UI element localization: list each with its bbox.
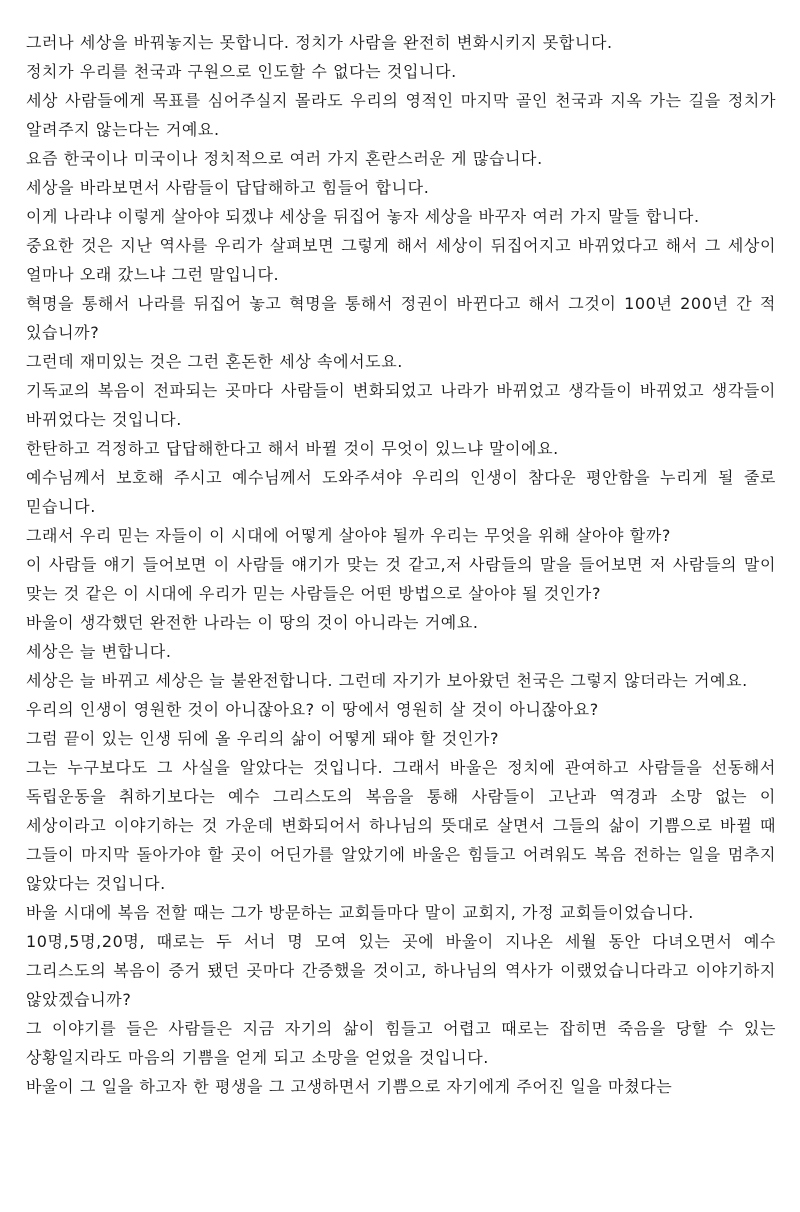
paragraph: 이게 나라냐 이렇게 살아야 되겠냐 세상을 뒤집어 놓자 세상을 바꾸자 여러 가지 말들 합니다. bbox=[26, 207, 700, 226]
paragraph: 바울 시대에 복음 전할 때는 그가 방문하는 교회들마다 말이 교회지, 가정 교회들이었습니다. bbox=[26, 903, 694, 922]
paragraph: 세상을 바라보면서 사람들이 답답해하고 힘들어 합니다. bbox=[26, 178, 430, 197]
paragraph: 한탄하고 걱정하고 답답해한다고 해서 바뀔 것이 무엇이 있느냐 말이에요. bbox=[26, 439, 559, 458]
paragraph: 세상은 늘 바뀌고 세상은 늘 불완전합니다. 그런데 자기가 보아왔던 천국은 그렇지 않더라는 거예요. bbox=[26, 671, 748, 690]
paragraph: 바울이 생각했던 완전한 나라는 이 땅의 것이 아니라는 거예요. bbox=[26, 613, 479, 632]
paragraph: 세상은 늘 변합니다. bbox=[26, 642, 172, 661]
paragraph: 혁명을 통해서 나라를 뒤집어 놓고 혁명을 통해서 정권이 바뀐다고 해서 그것이 100년 200년 간 적 있습니까? bbox=[26, 294, 776, 342]
paragraph: 기독교의 복음이 전파되는 곳마다 사람들이 변화되었고 나라가 바뀌었고 생각들이 바뀌었고 생각들이 바뀌었다는 것입니다. bbox=[26, 381, 776, 429]
paragraph: 바울이 그 일을 하고자 한 평생을 그 고생하면서 기쁨으로 자기에게 주어진 일을 마쳤다는 bbox=[26, 1077, 673, 1096]
paragraph: 세상 사람들에게 목표를 심어주실지 몰라도 우리의 영적인 마지막 골인 천국과 지옥 가는 길을 정치가 알려주지 않는다는 거예요. bbox=[26, 91, 776, 139]
paragraph: 10명,5명,20명, 때로는 두 서너 명 모여 있는 곳에 바울이 지나온 세월 동안 다녀오면서 예수 그리스도의 복음이 증거 됐던 곳마다 간증했을 것이고, 하나님의 역사가 이랬었습니다라고 이야기하지 않았겠습니까? bbox=[26, 932, 776, 1009]
paragraph: 요즘 한국이나 미국이나 정치적으로 여러 가지 혼란스러운 게 많습니다. bbox=[26, 149, 543, 168]
paragraph: 예수님께서 보호해 주시고 예수님께서 도와주셔야 우리의 인생이 참다운 평안함을 누리게 될 줄로 믿습니다. bbox=[26, 468, 776, 516]
paragraph: 중요한 것은 지난 역사를 우리가 살펴보면 그렇게 해서 세상이 뒤집어지고 바뀌었다고 해서 그 세상이 얼마나 오래 갔느냐 그런 말입니다. bbox=[26, 236, 776, 284]
paragraph: 그럼 끝이 있는 인생 뒤에 올 우리의 삶이 어떻게 돼야 할 것인가? bbox=[26, 729, 500, 748]
paragraph: 그 이야기를 들은 사람들은 지금 자기의 삶이 힘들고 어렵고 때로는 잡히면 죽음을 당할 수 있는 상황일지라도 마음의 기쁨을 얻게 되고 소망을 얻었을 것입니다. bbox=[26, 1019, 776, 1067]
paragraph: 정치가 우리를 천국과 구원으로 인도할 수 없다는 것입니다. bbox=[26, 62, 457, 81]
paragraph: 그러나 세상을 바꿔놓지는 못합니다. 정치가 사람을 완전히 변화시키지 못합니다. bbox=[26, 33, 613, 52]
paragraph: 그래서 우리 믿는 자들이 이 시대에 어떻게 살아야 될까 우리는 무엇을 위해 살아야 할까? bbox=[26, 526, 671, 545]
paragraph: 그는 누구보다도 그 사실을 알았다는 것입니다. 그래서 바울은 정치에 관여하고 사람들을 선동해서 독립운동을 취하기보다는 예수 그리스도의 복음을 통해 사람들이 고난과 역경과 소망 없는 이 세상이라고 이야기하는 것 가운데 변화되어서 하나님의 뜻대로 살면서 그들의 삶이 기쁨으로 바뀔 때 그들이 마지막 돌아가야 할 곳이 어딘가를 알았기에 바울은 힘들고 어려워도 복음 전하는 일을 멈추지 않았다는 것입니다. bbox=[26, 758, 776, 893]
paragraph: 이 사람들 얘기 들어보면 이 사람들 얘기가 맞는 것 같고,저 사람들의 말을 들어보면 저 사람들의 말이 맞는 것 같은 이 시대에 우리가 믿는 사람들은 어떤 방법으로 살아야 될 것인가? bbox=[26, 555, 776, 603]
paragraph: 우리의 인생이 영원한 것이 아니잖아요? 이 땅에서 영원히 살 것이 아니잖아요? bbox=[26, 700, 599, 719]
paragraph: 그런데 재미있는 것은 그런 혼돈한 세상 속에서도요. bbox=[26, 352, 403, 371]
